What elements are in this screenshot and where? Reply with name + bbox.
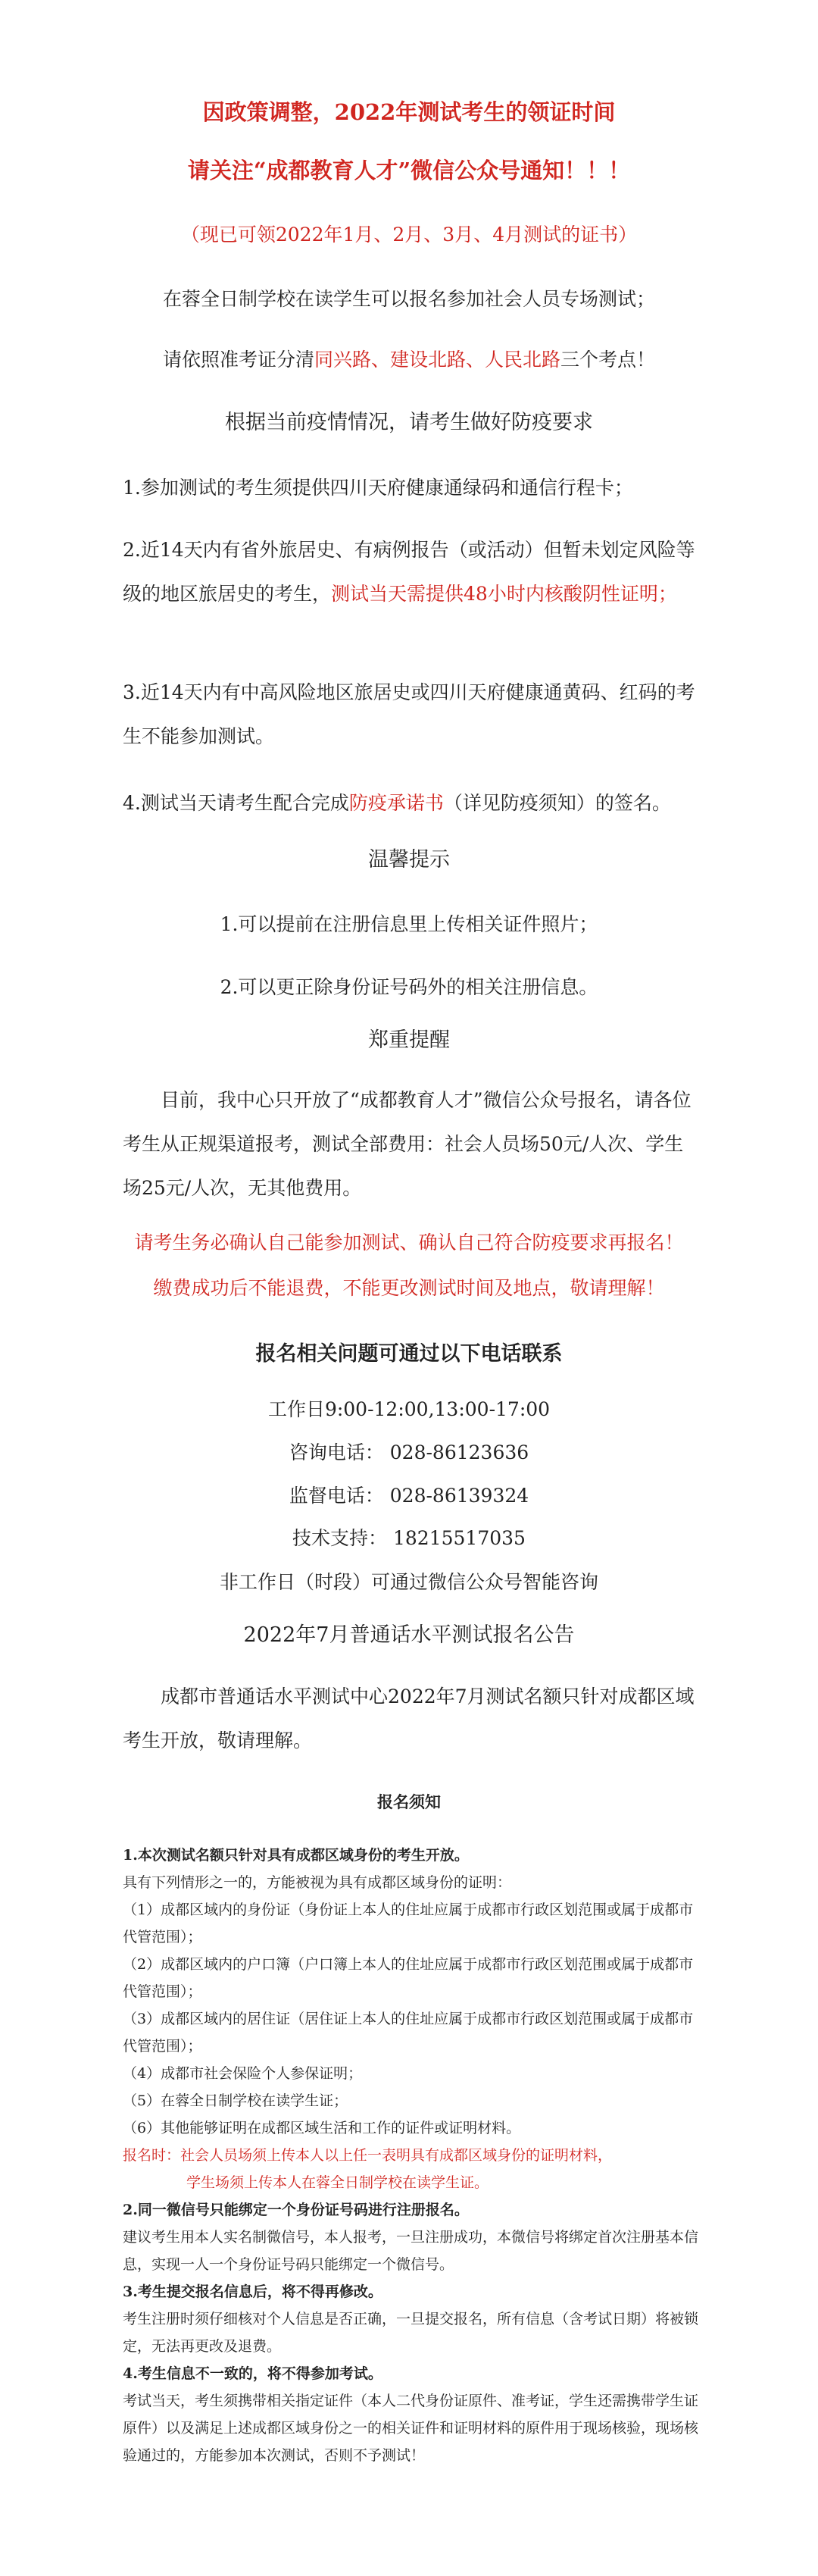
epidemic-title: 根据当前疫情情况，请考生做好防疫要求 (225, 411, 593, 434)
reg-section-2-title: 2.同一微信号只能绑定一个身份证号码进行注册报名。 (123, 2202, 469, 2218)
solemn-warning-1: 请考生务必确认自己能参加测试、确认自己符合防疫要求再报名！ (134, 1232, 684, 1254)
epidemic-item-1: 1.参加测试的考生须提供四川天府健康通绿码和通信行程卡； (123, 477, 633, 499)
reg-note: 报名时：社会人员场须上传本人以上任一表明具有成都区域身份的证明材料， (123, 2147, 613, 2164)
students-line-2: 请依照准考证分清同兴路、建设北路、人民北路三个考点！ (162, 349, 656, 371)
contact-hours: 工作日9:00-12:00,13:00-17:00 (267, 1398, 551, 1420)
reg-section-4-body: 考试当天，考生须携带相关指定证件（本人二代身份证原件、准考证，学生还需携带学生证原件）以及满足上述成都区域身份之一的相关证件和证明材料的原件用于现场核验，现场核验通过的，方能参加本次测试，否则不予测试！ (123, 2393, 699, 2464)
nucleic-test-requirement: 测试当天需提供48小时内核酸阴性证明； (331, 583, 677, 605)
registration-notes (123, 1842, 698, 2469)
contact-offhours: 非工作日（时段）可通过微信公众号智能咨询 (219, 1571, 598, 1593)
reg-section-3-title: 3.考生提交报名信息后，将不得再修改。 (123, 2283, 382, 2300)
reg-section-1-title: 1.本次测试名额只针对具有成都区域身份的考生开放。 (123, 1847, 469, 1864)
solemn-title: 郑重提醒 (368, 1028, 450, 1052)
contact-title: 报名相关问题可通过以下电话联系 (255, 1342, 563, 1366)
tips-item-1: 1.可以提前在注册信息里上传相关证件照片； (220, 913, 598, 935)
epidemic-item-3: 3.近14天内有中高风险地区旅居史或四川天府健康通黄码、红码的考生不能参加测试。 (123, 681, 695, 747)
reg-proof-item: （1）成都区域内的身份证（身份证上本人的住址应属于成都市行政区划范围或属于成都市代管范围）； (123, 1901, 694, 1945)
epidemic-item-2: 2.近14天内有省外旅居史、有病例报告（或活动）但暂未划定风险等级的地区旅居史的考生，测试当天需提供48小时内核酸阴性证明； (123, 539, 695, 605)
header-line-2: 请关注“成都教育人才”微信公众号通知！！！ (187, 158, 631, 183)
announcement-title: 2022年7月普通话水平测试报名公告 (243, 1623, 575, 1647)
reg-proof-item: （6）其他能够证明在成都区域生活和工作的证件或证明材料。 (123, 2120, 521, 2136)
reg-proof-item: （5）在蓉全日制学校在读学生证； (123, 2092, 348, 2109)
tips-title: 温馨提示 (368, 848, 450, 872)
registration-title: 报名须知 (377, 1792, 441, 1811)
epidemic-item-4: 4.测试当天请考生配合完成防疫承诺书（详见防疫须知）的签名。 (123, 792, 671, 814)
header-line-1: 因政策调整，2022年测试考生的领证时间 (202, 99, 616, 125)
reg-proof-item: （2）成都区域内的户口簿（户口簿上本人的住址应属于成都市行政区划范围或属于成都市代管范围）； (123, 1956, 694, 2000)
announcement-body: 成都市普通话水平测试中心2022年7月测试名额只针对成都区域考生开放，敬请理解。 (123, 1686, 695, 1751)
contact-supervise-phone: 监督电话： 028-86139324 (289, 1485, 529, 1507)
reg-section-4-title: 4.考生信息不一致的，将不得参加考试。 (123, 2365, 382, 2382)
reg-section-3-body: 考生注册时须仔细核对个人信息是否正确，一旦提交报名，所有信息（含考试日期）将被锁定，无法再更改及退费。 (123, 2311, 699, 2355)
exam-sites: 同兴路、建设北路、人民北路 (314, 349, 560, 371)
reg-proof-item: （3）成都区域内的居住证（居住证上本人的住址应属于成都市行政区划范围或属于成都市代管范围）； (123, 2011, 694, 2055)
epidemic-commitment: 防疫承诺书 (348, 792, 444, 814)
solemn-body: 目前，我中心只开放了“成都教育人才”微信公众号报名，请各位考生从正规渠道报考，测试全部费用：社会人员场50元/人次、学生场25元/人次，无其他费用。 (123, 1089, 692, 1199)
reg-proof-item: （4）成都市社会保险个人参保证明； (123, 2065, 363, 2082)
solemn-warning-2: 缴费成功后不能退费，不能更改测试时间及地点，敬请理解！ (153, 1277, 665, 1299)
students-line-1: 在蓉全日制学校在读学生可以报名参加社会人员专场测试； (162, 288, 655, 310)
reg-section-2-body: 建议考生用本人实名制微信号，本人报考，一旦注册成功，本微信号将绑定首次注册基本信息，实现一人一个身份证号码只能绑定一个微信号。 (123, 2229, 699, 2273)
reg-note-students: 学生场须上传本人在蓉全日制学校在读学生证。 (186, 2174, 489, 2191)
tips-item-2: 2.可以更正除身份证号码外的相关注册信息。 (220, 976, 598, 998)
header-line-3: （现已可领2022年1月、2月、3月、4月测试的证书） (180, 224, 638, 246)
contact-tech-support: 技术支持： 18215517035 (292, 1527, 526, 1549)
reg-section-1-intro: 具有下列情形之一的，方能被视为具有成都区域身份的证明： (123, 1874, 512, 1891)
contact-consult-phone: 咨询电话： 028-86123636 (289, 1441, 529, 1463)
